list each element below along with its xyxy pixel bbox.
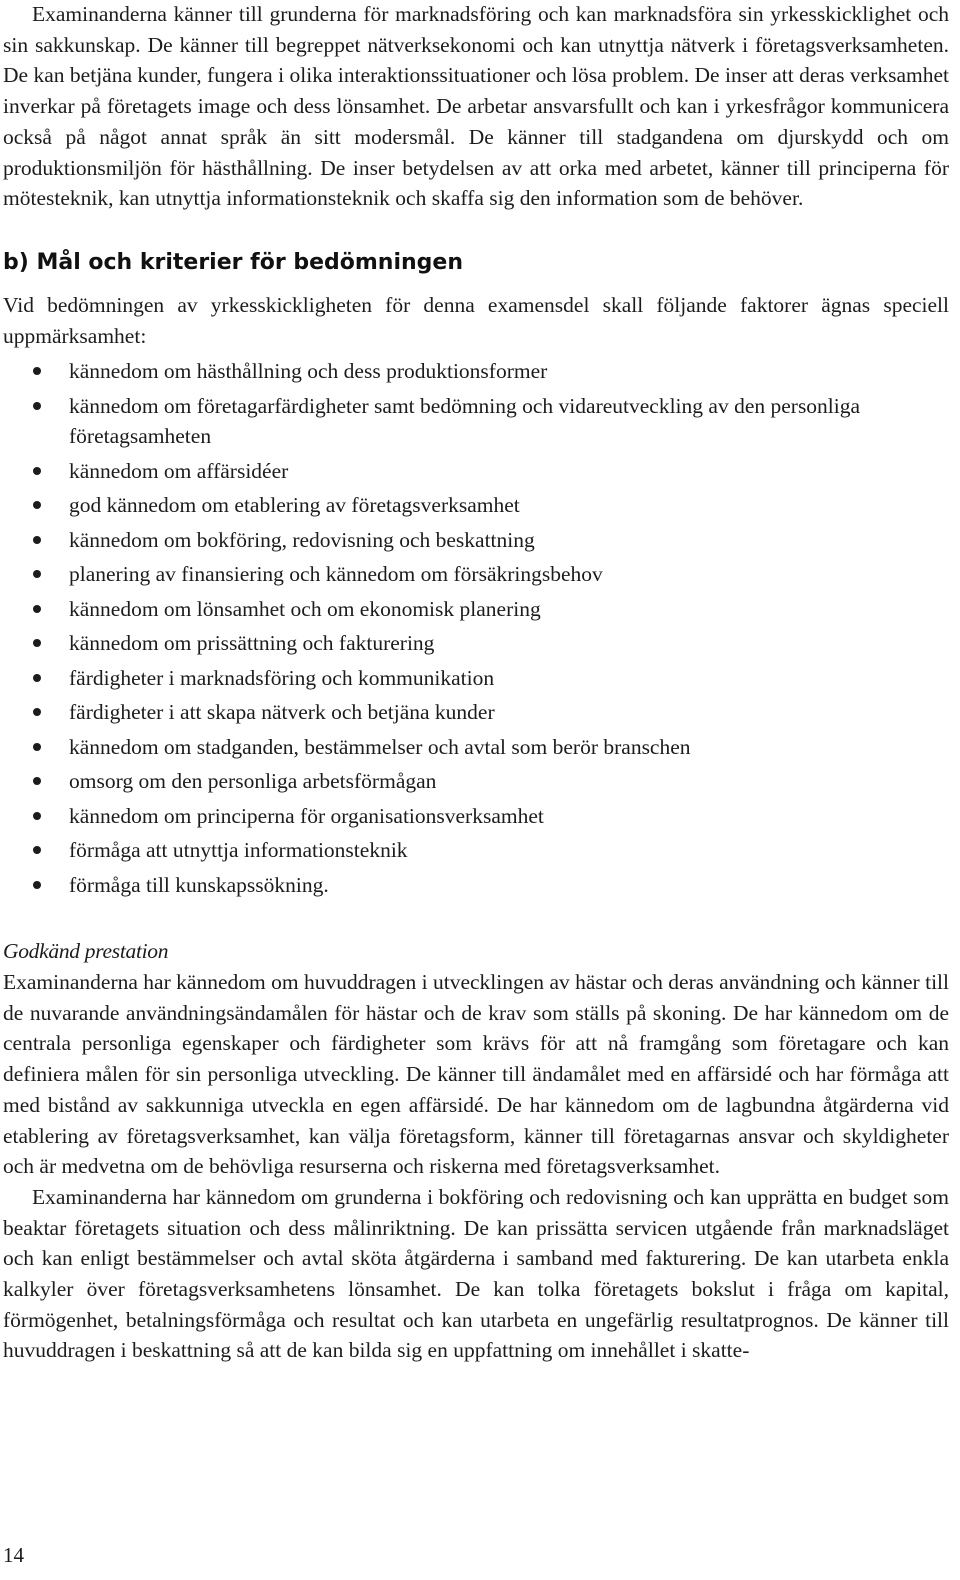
list-item-text: kännedom om hästhållning och dess produktionsformer: [69, 359, 548, 384]
section-b-lead: Vid bedömningen av yrkesskickligheten för denna examensdel skall följande faktorer ägnas speciell uppmärksamhet:: [3, 292, 949, 348]
list-item: [3, 870, 949, 901]
bullet-icon: [33, 812, 41, 820]
bullet-icon: [33, 846, 41, 854]
bullet-icon: [33, 708, 41, 716]
list-item: [3, 391, 949, 452]
list-item-text: förmåga att utnyttja informationsteknik: [69, 838, 408, 863]
list-item: [3, 732, 949, 763]
list-item-text: god kännedom om etablering av företagsverksamhet: [69, 493, 520, 518]
list-item: [3, 663, 949, 694]
intro-paragraph: Examinanderna känner till grunderna för marknadsföring och kan marknadsföra sin yrkesskicklighet och sin sakkunskap. De känner till begreppet nätverksekonomi och kan utnyttja nätverk i företagsverksamheten. De kan betjäna kunder, fungera i olika interaktionssituationer och lösa problem. De inser att deras verksamhet inverkar på företagets image och dess lönsamhet. De arbetar ansvarsfullt och kan i yrkesfrågor kommunicera också på något annat språk än sitt modersmål. De känner till stadgandena om djurskydd och om produktionsmiljön för hästhållning. De inser betydelsen av att orka med arbetet, känner till principerna för mötesteknik, kan utnyttja informationsteknik och skaffa sig den information som de behöver.: [3, 2, 949, 211]
list-item-text: kännedom om principerna för organisationsverksamhet: [69, 803, 544, 828]
criteria-list: [3, 356, 949, 900]
list-item-text: kännedom om bokföring, redovisning och beskattning: [69, 527, 535, 552]
list-item-text: kännedom om lönsamhet och om ekonomisk planering: [69, 596, 541, 621]
approved-paragraph-2: Examinanderna har kännedom om grunderna i bokföring och redovisning och kan upprätta en budget som beaktar företagets situation och dess målinriktning. De kan prissätta servicen utgående från marknadsläget och kan enligt bestämmelser och avtal sköta åtgärderna i samband med fakturering. De kan utarbeta enkla kalkyler över företagsverksamhetens lönsamhet. De kan tolka företagets bokslut i fråga om kapital, förmögenhet, betalningsförmåga och resultat och kan utarbeta en ungefärlig resultatprognos. De känner till huvuddragen i beskattning så att de kan bilda sig en uppfattning om innehållet i skatte-: [3, 1184, 949, 1363]
list-item: [3, 801, 949, 832]
list-item: [3, 628, 949, 659]
list-item: [3, 594, 949, 625]
bullet-icon: [33, 536, 41, 544]
list-item: [3, 766, 949, 797]
bullet-icon: [33, 777, 41, 785]
list-item: [3, 525, 949, 556]
list-item-text: kännedom om affärsidéer: [69, 458, 289, 483]
page-number: 14: [3, 1543, 24, 1567]
list-item: [3, 835, 949, 866]
list-item: [3, 697, 949, 728]
bullet-icon: [33, 501, 41, 509]
bullet-icon: [33, 605, 41, 613]
list-item-text: förmåga till kunskapssökning.: [69, 872, 329, 897]
list-item: [3, 559, 949, 590]
list-item-text: kännedom om stadganden, bestämmelser och avtal som berör branschen: [69, 734, 691, 759]
bullet-icon: [33, 367, 41, 375]
list-item-text: färdigheter i marknadsföring och kommunikation: [69, 665, 495, 690]
approved-heading: Godkänd prestation: [3, 939, 169, 964]
bullet-icon: [33, 743, 41, 751]
list-item-text: kännedom om företagarfärdigheter samt bedömning och vidareutveckling av den personliga företagsamheten: [69, 393, 861, 449]
list-item-text: färdigheter i att skapa nätverk och betjäna kunder: [69, 700, 495, 725]
bullet-icon: [33, 570, 41, 578]
bullet-icon: [33, 881, 41, 889]
list-item-text: omsorg om den personliga arbetsförmågan: [69, 769, 437, 794]
bullet-icon: [33, 674, 41, 682]
document-page: [3, 0, 949, 1366]
bullet-icon: [33, 467, 41, 475]
bullet-icon: [33, 402, 41, 410]
section-b-heading: b) Mål och kriterier för bedömningen: [3, 249, 464, 275]
list-item: [3, 456, 949, 487]
approved-paragraph-1: Examinanderna har kännedom om huvuddragen i utvecklingen av hästar och deras användning och känner till de nuvarande användningsändamålen för hästar och de krav som ställs på skoning. De har kännedom om de centrala personliga egenskaper och färdigheter som krävs för att nå framgång som företagare och kan definiera målen för sin personliga utveckling. De känner till ändamålet med en affärsidé och har förmåga att med bistånd av sakkunniga utveckla en egen affärsidé. De har kännedom om de lagbundna åtgärderna vid etablering av företagsverksamhet, kan välja företagsform, känner till företagarnas ansvar och skyldigheter och är medvetna om de behövliga resurserna och riskerna med företagsverksamhet.: [3, 970, 949, 1179]
list-item: [3, 490, 949, 521]
bullet-icon: [33, 639, 41, 647]
list-item: [3, 356, 949, 387]
list-item-text: kännedom om prissättning och fakturering: [69, 631, 435, 656]
list-item-text: planering av finansiering och kännedom om försäkringsbehov: [69, 562, 603, 587]
